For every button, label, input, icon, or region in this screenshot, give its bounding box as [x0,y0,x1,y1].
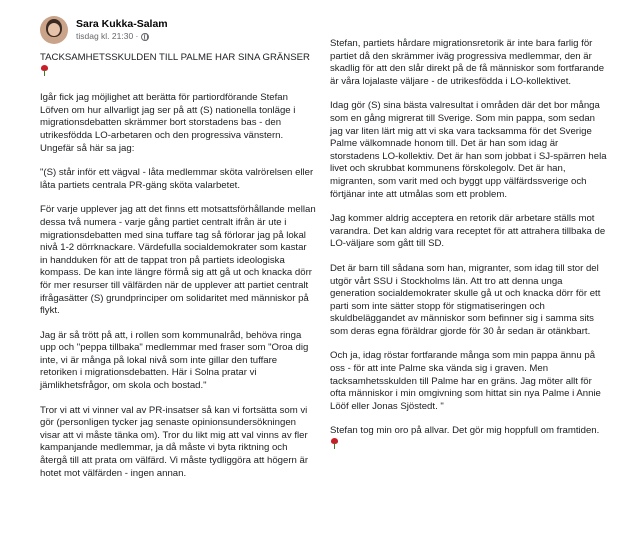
post-closing-text: Stefan tog min oro på allvar. Det gör mig hoppfull om framtiden. [330,425,600,437]
post-paragraph: Jag kommer aldrig acceptera en retorik där arbetare ställs mot varandra. Det kan aldrig vara receptet för att attrahera tillbaka de LO-väljare som gått till SD. [330,213,606,250]
post-paragraph: För varje upplever jag att det finns ett motsattsförhållande mellan dessa två numera - varje gång partiet centralt ifrån är ute i migrationsdebatten med sina tuffare tag så förlorar jag på lokal nivå 1-2 dörrknackare. Värdefulla socialdemokrater som kastar in handduken för att de tappat tron på partiets ideologiska kompass. De kan inte längre förmå sig att gå ut och knacka dörr för mer resurser till välfärden när de upplever att partiet centralt ifrågasätter (S) grundprinciper om solidaritet med människor på flykt. [40,204,316,317]
rose-icon [330,438,339,449]
post-paragraph: Tror vi att vi vinner val av PR-insatser så kan vi fortsätta som vi gör (personligen tycker jag senaste opinionsundersökningen visar att vi måste tänka om). Tror du likt mig att val vinns av fler kampanjande medlemmar, ja då måste vi byta riktning och återgå till att prata om välfärd. Vi måste tydliggöra att högern är hotet mot välfärden - ingen annan. [40,404,309,479]
post-paragraph: Idag gör (S) sina bästa valresultat i områden där det bor många som en gång migrerat till Sverige. Som min pappa, som sedan jag var liten lärt mig att vi ska vara tacksamma för det Sverige Palme välkomnade honom till. Det är han som idag är storstadens LO-kollektiv. Det är han som jobbat i SJ-spärren hela livet och skrubbat kommunens förskolegolv. Det är han, migranten, som varit med och byggt upp välfärdssverige och förtjänar inte att utmålas som ett problem. [330,100,607,200]
post-paragraph: Stefan, partiets hårdare migrationsretorik är inte bara farlig för partiet då den skrämmer iväg progressiva medlemmar, den är skadlig för att den slår direkt på de få människor som fortfarande är våra lojalaste väljare - de utrikesfödda i LO-kollektivet. [330,38,605,87]
globe-icon [141,33,149,41]
post-paragraph: Igår fick jag möjlighet att berätta för partiordförande Stefan Löfven om hur allvarligt jag ser på att (S) nationella tonläge i migrationsdebatten skrämmer bort storstadens bas - den utrikesfödda LO-arbetaren och den progressiva vänstern. Ungefär så här sa jag: [40,92,296,154]
post-title: TACKSAMHETSSKULDEN TILL PALME HAR SINA GRÄNSER [40,52,310,63]
post-left-column [40,14,316,480]
post-right-column [330,38,610,452]
post-paragraph: Jag är så trött på att, i rollen som kommunalråd, behöva ringa upp och "peppa tillbaka" medlemmar med fraser som "Oroa dig inte, vi är många på lokal nivå som inte gillar den tuffare retoriken i migrationsdebatten. Här i Solna pratar vi jämlikhetsfrågor, om skola och bostad." [40,329,309,392]
post-paragraph: Det är barn till sådana som han, migranter, som idag till stor del utgör vårt SSU i Stockholms län. Att tro att denna unga generation socialdemokrater skulle gå ut och knacka dörr för ett parti som inte sätter stopp för stigmatiseringen och skuldbeläggandet av människor som befinner sig i samma sits som deras egna föräldrar gjorde för 30 år sedan är otänkbart. [330,262,601,337]
post-timestamp[interactable]: tisdag kl. 21:30 · [76,31,139,41]
avatar[interactable] [40,16,68,44]
post-meta [76,31,168,42]
post-paragraph: "(S) står inför ett vägval - låta medlemmar sköta valrörelsen eller låta partiets centrala PR-gäng sköta valarbetet. [40,167,314,191]
post-paragraph: Och ja, idag röstar fortfarande många som min pappa ännu på oss - för att inte Palme ska vända sig i graven. Men tacksamhetsskulden till Palme har en gräns. Jag möter allt för ofta människor i min omgivning som hittat sin nya Palme i Annie Lööf eller Jonas Sjöstedt. " [330,350,601,412]
author-name[interactable]: Sara Kukka-Salam [76,18,168,30]
author-block [76,18,168,42]
rose-icon [40,65,49,76]
post-title-line [40,52,316,78]
post-closing [330,425,610,451]
post-header [40,14,316,46]
